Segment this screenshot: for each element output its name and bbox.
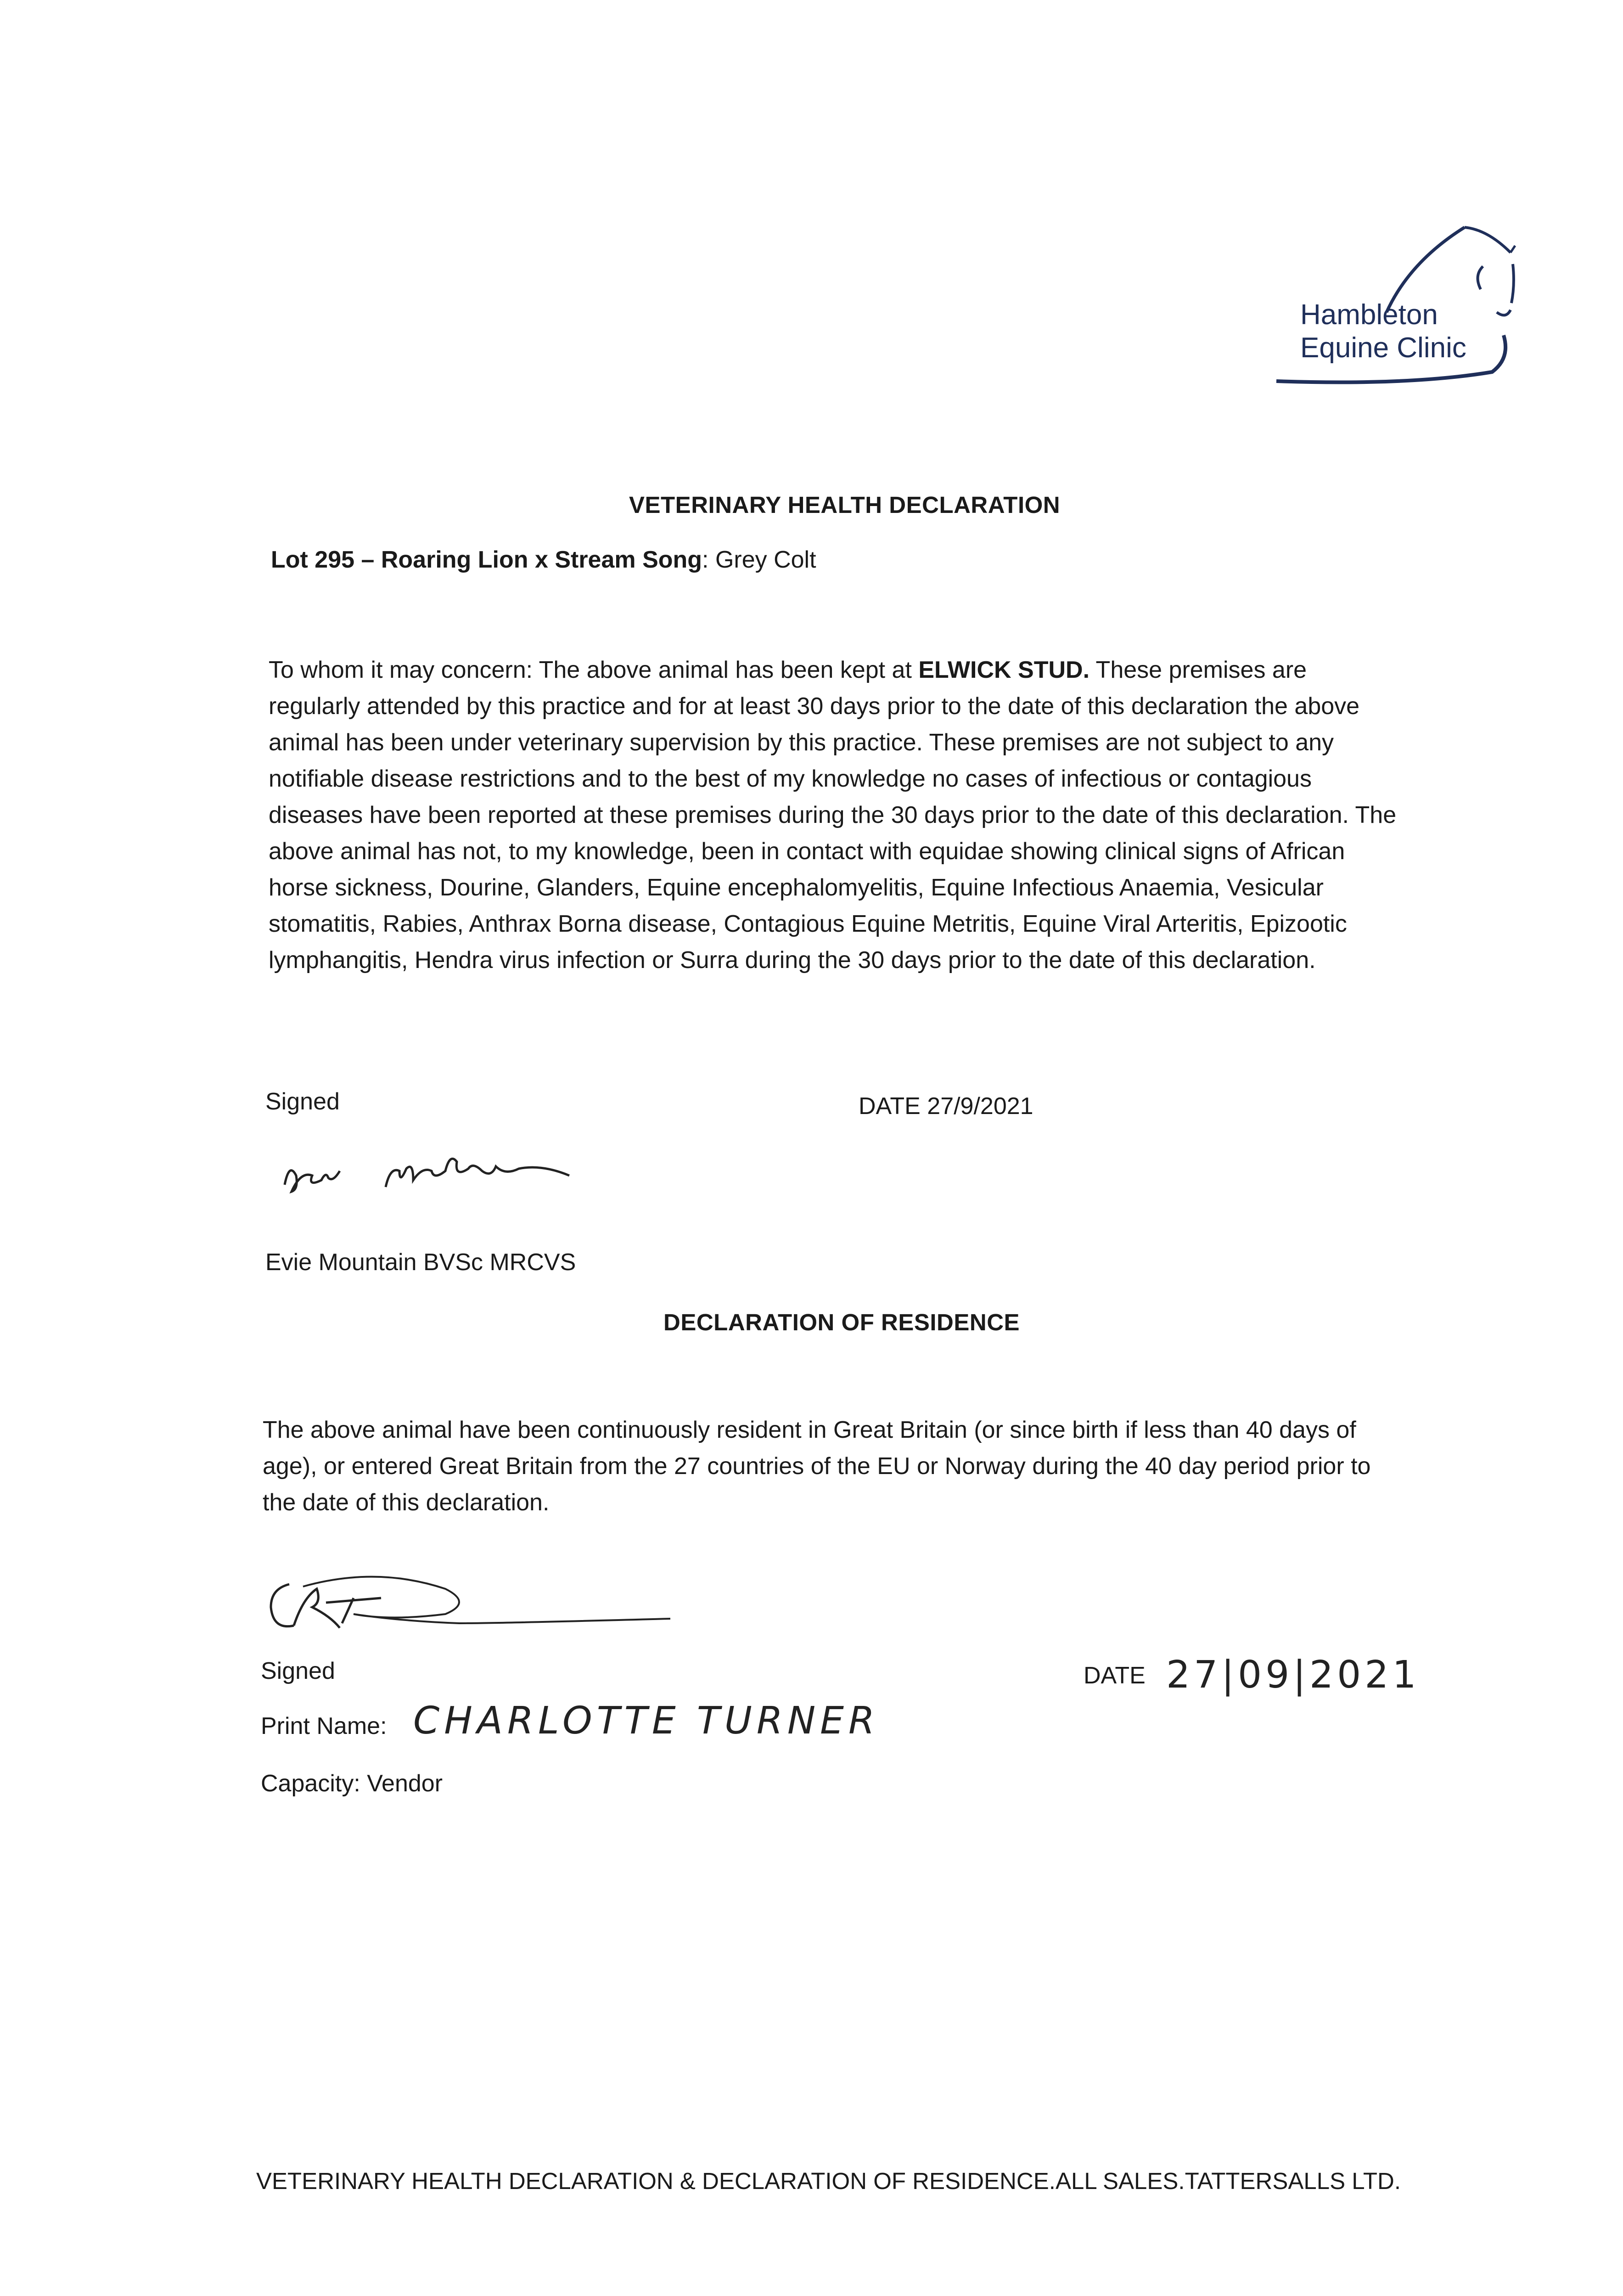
logo-line-1: Hambleton [1300,299,1438,331]
residence-date-label: DATE [1084,1662,1146,1689]
logo-line-2: Equine Clinic [1300,332,1466,364]
page-footer: VETERINARY HEALTH DECLARATION & DECLARATION OF RESIDENCE.ALL SALES.TATTERSALLS LTD. [256,2168,1401,2194]
residence-date-handwritten: 27|09|2021 [1166,1653,1420,1697]
capacity: Capacity: Vendor [261,1770,443,1797]
para-body: These premises are regularly attended by this practice and for at least 30 days prior to the date of this declaration the above animal has been under veterinary supervision by this practice. These premises are not subject to any notifiable disease restrictions and to the best of my knowledge no cases of infectious or contagious diseases have been reported at these premises during the 30 days prior to the date of this declaration. The above animal has not, to my knowledge, been in contact with equidae showing clinical signs of African horse sickness, Dourine, Glanders, Equine encephalomyelitis, Equine Infectious Anaemia, Vesicular stomatitis, Rabies, Anthrax Borna disease, Contagious Equine Metritis, Equine Viral Arteritis, Epizootic lymphangitis, Hendra virus infection or Surra during the 30 days prior to the date of this declaration. [269,657,1397,974]
vendor-signed-label: Signed [261,1658,335,1684]
health-declaration-title: VETERINARY HEALTH DECLARATION [629,492,1061,518]
vet-signed-label: Signed [265,1088,340,1115]
vendor-signature [262,1570,675,1644]
vet-name: Evie Mountain BVSc MRCVS [265,1249,576,1276]
lot-type: : Grey Colt [702,546,816,573]
clinic-logo [1272,220,1520,404]
health-paragraph [269,652,1403,979]
premises-name: ELWICK STUD. [918,657,1090,683]
print-name-label: Print Name: [261,1713,387,1739]
lot-line [271,542,816,578]
residence-title: DECLARATION OF RESIDENCE [663,1309,1020,1335]
print-name-value: CHARLOTTE TURNER [413,1699,879,1743]
lot-description: Lot 295 – Roaring Lion x Stream Song [271,546,702,573]
para-intro: To whom it may concern: The above animal has been kept at [269,657,919,683]
health-date: DATE 27/9/2021 [859,1093,1033,1120]
residence-paragraph: The above animal have been continuously resident in Great Britain (or since birth if less than 40 days of age), or entered Great Britain from the 27 countries of the EU or Norway during the 40 day period prior to the date of this declaration. [263,1417,1371,1516]
vet-signature [275,1143,588,1208]
